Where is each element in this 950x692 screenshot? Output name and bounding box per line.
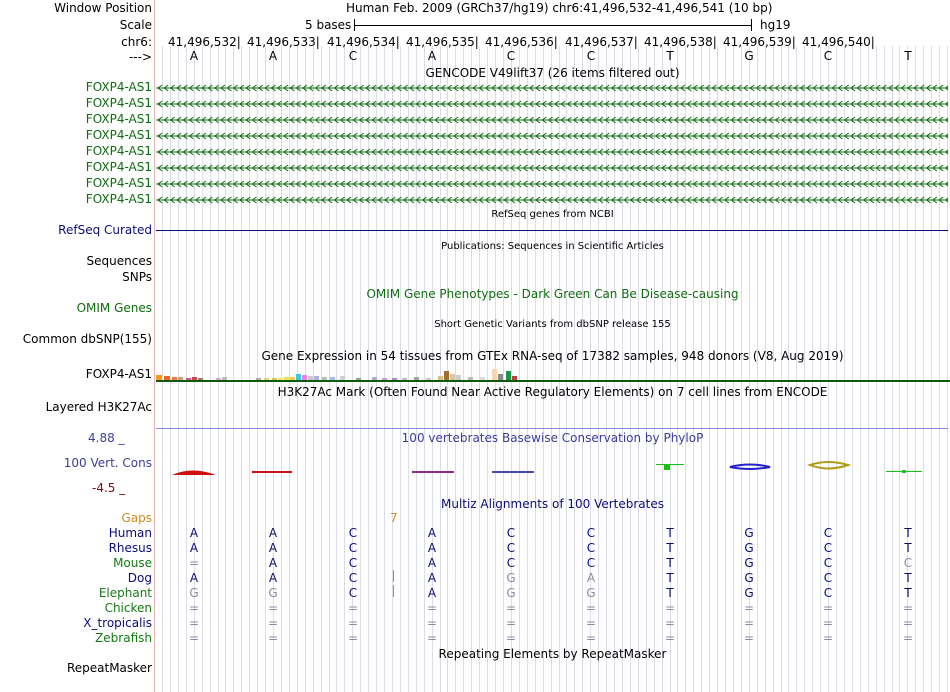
gencode-gene-line[interactable]	[156, 131, 948, 141]
reference-base: T	[904, 49, 912, 63]
reference-base: C	[348, 49, 358, 63]
alignment-base: =	[426, 601, 438, 615]
reference-base: C	[586, 49, 596, 63]
position-tick: 41,496,539|	[723, 35, 796, 49]
alignment-base: C	[823, 571, 833, 585]
h3k27ac-label[interactable]: Layered H3K27Ac	[45, 400, 152, 414]
gencode-gene-label[interactable]: FOXP4-AS1	[85, 112, 152, 126]
reference-base: A	[427, 49, 437, 63]
position-tick: 41,496,532|	[168, 35, 241, 49]
alignment-base: C	[823, 541, 833, 555]
alignment-base: C	[586, 556, 596, 570]
alignment-base: =	[347, 631, 359, 645]
omim-label[interactable]: OMIM Genes	[76, 301, 152, 315]
alignment-base: =	[585, 631, 597, 645]
strand-label: --->	[128, 50, 152, 64]
publications-snps-label[interactable]: SNPs	[122, 270, 152, 284]
multiz-title[interactable]: Multiz Alignments of 100 Vertebrates	[440, 497, 665, 511]
alignment-base: =	[664, 616, 676, 630]
alignment-base: A	[189, 541, 199, 555]
alignment-base: A	[427, 541, 437, 555]
alignment-base: =	[822, 616, 834, 630]
gencode-gene-line[interactable]	[156, 115, 948, 125]
dbsnp-label[interactable]: Common dbSNP(155)	[22, 332, 152, 346]
conservation-ymax: 4.88 _	[88, 431, 125, 445]
gencode-gene-line[interactable]	[156, 83, 948, 93]
alignment-base: =	[664, 601, 676, 615]
species-label[interactable]: X_tropicalis	[83, 616, 152, 630]
alignment-base: =	[902, 631, 914, 645]
alignment-base: =	[585, 601, 597, 615]
position-tick: 41,496,536|	[485, 35, 558, 49]
alignment-base: G	[586, 586, 596, 600]
gtex-title[interactable]: Gene Expression in 54 tissues from GTEx RNA-seq of 17382 samples, 948 donors (V8, Aug 2019)	[261, 349, 844, 363]
alignment-base: G	[744, 556, 754, 570]
alignment-base: A	[427, 556, 437, 570]
gencode-gene-line[interactable]	[156, 195, 948, 205]
alignment-base: =	[902, 601, 914, 615]
alignment-base: =	[743, 631, 755, 645]
gencode-gene-label[interactable]: FOXP4-AS1	[85, 80, 152, 94]
dog-insert-marker	[393, 570, 394, 582]
alignment-base: T	[666, 541, 674, 555]
conservation-label[interactable]: 100 Vert. Cons	[63, 456, 152, 470]
alignment-base: G	[506, 571, 516, 585]
refseq-title[interactable]: RefSeq genes from NCBI	[491, 209, 614, 220]
alignment-base: C	[823, 526, 833, 540]
alignment-base: G	[506, 586, 516, 600]
alignment-base: T	[666, 556, 674, 570]
alignment-base: =	[188, 631, 200, 645]
position-tick: 41,496,537|	[565, 35, 638, 49]
reference-base: C	[506, 49, 516, 63]
alignment-base: T	[666, 526, 674, 540]
gencode-gene-label[interactable]: FOXP4-AS1	[85, 128, 152, 142]
alignment-base: C	[348, 541, 358, 555]
alignment-base: A	[189, 571, 199, 585]
species-label[interactable]: Human	[108, 526, 152, 540]
alignment-base: =	[347, 601, 359, 615]
reference-base: C	[823, 49, 833, 63]
position-tick: 41,496,533|	[247, 35, 320, 49]
gencode-gene-line[interactable]	[156, 163, 948, 173]
alignment-base: C	[586, 541, 596, 555]
alignment-base: A	[427, 571, 437, 585]
alignment-base: =	[743, 601, 755, 615]
alignment-base: A	[189, 526, 199, 540]
species-label[interactable]: Dog	[127, 571, 152, 585]
alignment-base: =	[188, 616, 200, 630]
alignment-base: T	[666, 571, 674, 585]
alignment-base: A	[427, 586, 437, 600]
chrom-label: chr6:	[121, 35, 152, 49]
alignment-base: C	[506, 556, 516, 570]
position-tick: 41,496,535|	[406, 35, 479, 49]
alignment-base: A	[586, 571, 596, 585]
alignment-base: C	[506, 526, 516, 540]
alignment-base: C	[823, 556, 833, 570]
window-position-label: Window Position	[54, 1, 152, 15]
alignment-base: =	[505, 601, 517, 615]
alignment-base: C	[348, 556, 358, 570]
alignment-base: =	[902, 616, 914, 630]
dbsnp-title[interactable]: Short Genetic Variants from dbSNP release 155	[434, 319, 671, 330]
window-position-value: Human Feb. 2009 (GRCh37/hg19) chr6:41,496,532-41,496,541 (10 bp)	[346, 1, 773, 15]
alignment-base: =	[267, 601, 279, 615]
alignment-base: T	[904, 541, 912, 555]
alignment-base: =	[822, 601, 834, 615]
gencode-gene-label[interactable]: FOXP4-AS1	[85, 160, 152, 174]
repeatmasker-label[interactable]: RepeatMasker	[66, 661, 152, 675]
h3k27ac-baseline	[156, 428, 948, 429]
repeatmasker-title[interactable]: Repeating Elements by RepeatMasker	[438, 647, 667, 661]
alignment-base: =	[822, 631, 834, 645]
scale-label: Scale	[119, 18, 152, 32]
alignment-base: C	[586, 526, 596, 540]
omim-title[interactable]: OMIM Gene Phenotypes - Dark Green Can Be Disease-causing	[366, 287, 739, 301]
alignment-base: =	[426, 631, 438, 645]
alignment-base: A	[268, 571, 278, 585]
alignment-base: T	[904, 586, 912, 600]
gencode-gene-line[interactable]	[156, 147, 948, 157]
species-label[interactable]: Zebrafish	[95, 631, 152, 645]
alignment-base: C	[823, 586, 833, 600]
conservation-title[interactable]: 100 vertebrates Basewise Conservation by PhyloP	[401, 431, 704, 445]
track-separator	[154, 0, 155, 692]
h3k27ac-title[interactable]: H3K27Ac Mark (Often Found Near Active Regulatory Elements) on 7 cell lines from ENCODE	[277, 385, 828, 399]
alignment-base: T	[666, 586, 674, 600]
alignment-base: C	[348, 586, 358, 600]
alignment-base: C	[348, 526, 358, 540]
alignment-base: C	[348, 571, 358, 585]
alignment-base: =	[267, 616, 279, 630]
gencode-gene-line[interactable]	[156, 179, 948, 189]
alignment-base: =	[585, 616, 597, 630]
alignment-base: A	[268, 526, 278, 540]
alignment-base: G	[268, 586, 278, 600]
alignment-base: G	[744, 571, 754, 585]
gtex-bars[interactable]	[156, 368, 950, 382]
alignment-base: G	[744, 586, 754, 600]
position-tick: 41,496,538|	[644, 35, 717, 49]
alignment-base: A	[268, 541, 278, 555]
alignment-base: =	[188, 601, 200, 615]
reference-base: G	[744, 49, 754, 63]
gaps-label[interactable]: Gaps	[121, 511, 152, 525]
alignment-base: =	[664, 631, 676, 645]
species-label[interactable]: Chicken	[104, 601, 152, 615]
elephant-insert-marker	[393, 585, 394, 597]
scale-bar	[354, 19, 752, 31]
alignment-base: C	[903, 556, 913, 570]
alignment-base: =	[743, 616, 755, 630]
gtex-label[interactable]: FOXP4-AS1	[85, 367, 152, 381]
gaps-value: 7	[390, 511, 398, 525]
alignment-base: A	[268, 556, 278, 570]
position-tick: 41,496,534|	[327, 35, 400, 49]
gencode-gene-label[interactable]: FOXP4-AS1	[85, 192, 152, 206]
position-tick: 41,496,540|	[802, 35, 875, 49]
reference-base: A	[268, 49, 278, 63]
alignment-base: G	[189, 586, 199, 600]
species-label[interactable]: Mouse	[113, 556, 152, 570]
gencode-gene-line[interactable]	[156, 99, 948, 109]
refseq-line[interactable]	[156, 230, 948, 231]
alignment-base: T	[904, 571, 912, 585]
gencode-title[interactable]: GENCODE V49lift37 (26 items filtered out)	[425, 66, 680, 80]
conservation-plot[interactable]	[156, 456, 950, 480]
alignment-base: =	[347, 616, 359, 630]
scale-value: 5 bases	[305, 18, 352, 32]
alignment-base: =	[505, 631, 517, 645]
alignment-base: =	[267, 631, 279, 645]
gencode-gene-label[interactable]: FOXP4-AS1	[85, 144, 152, 158]
alignment-base: T	[904, 526, 912, 540]
scale-db: hg19	[760, 18, 791, 32]
publications-sequences-label[interactable]: Sequences	[86, 254, 152, 268]
gencode-gene-label[interactable]: FOXP4-AS1	[85, 96, 152, 110]
alignment-base: G	[744, 526, 754, 540]
refseq-label[interactable]: RefSeq Curated	[58, 223, 152, 237]
conservation-ymin: -4.5 _	[92, 481, 126, 495]
alignment-base: =	[505, 616, 517, 630]
reference-base: A	[189, 49, 199, 63]
alignment-base: C	[506, 541, 516, 555]
alignment-base: G	[744, 541, 754, 555]
species-label[interactable]: Rhesus	[108, 541, 152, 555]
alignment-base: =	[188, 556, 200, 570]
publications-title[interactable]: Publications: Sequences in Scientific Articles	[441, 241, 664, 252]
gencode-gene-label[interactable]: FOXP4-AS1	[85, 176, 152, 190]
alignment-base: A	[427, 526, 437, 540]
reference-base: T	[666, 49, 674, 63]
species-label[interactable]: Elephant	[98, 586, 152, 600]
alignment-base: =	[426, 616, 438, 630]
